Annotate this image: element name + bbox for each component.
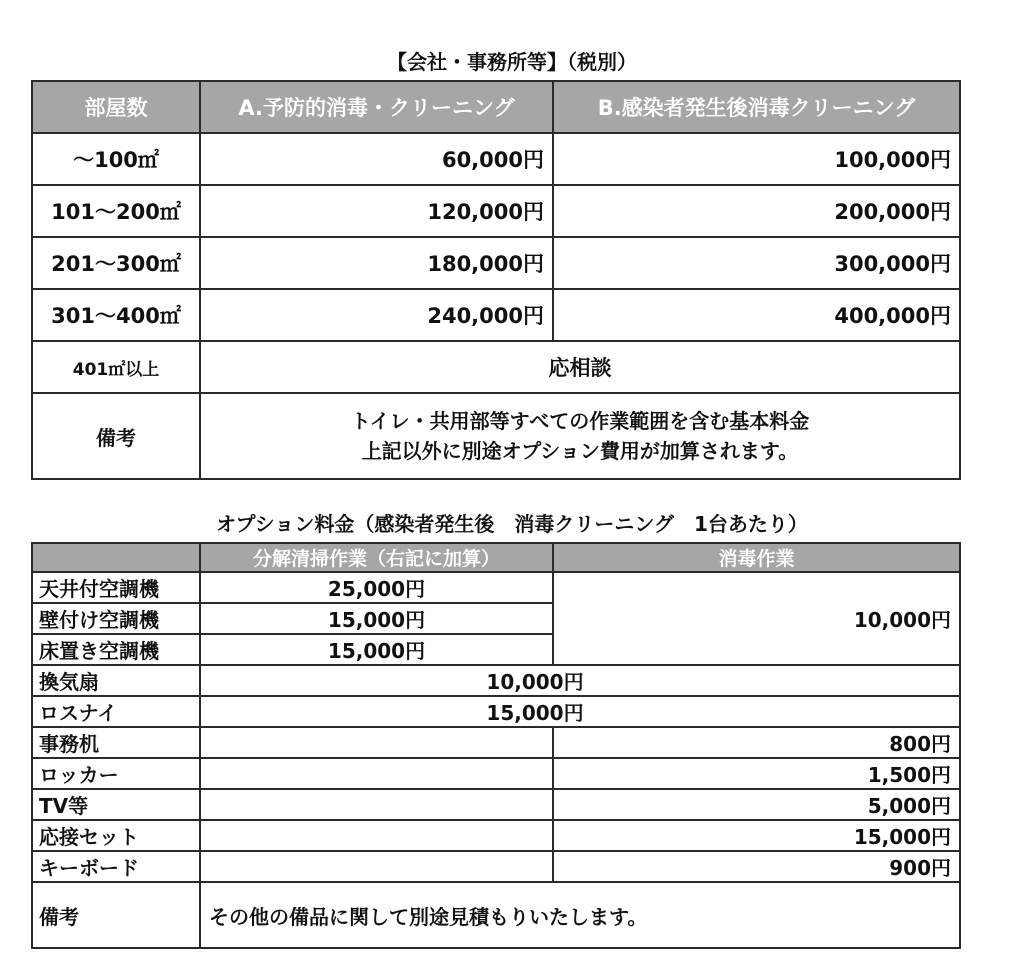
area-cell: 301～400㎡ bbox=[32, 289, 200, 341]
pricing-header-row bbox=[32, 81, 960, 133]
notes-line-1: トイレ・共用部等すべての作業範囲を含む基本料金 bbox=[350, 409, 810, 433]
table-row bbox=[32, 851, 960, 882]
table-row bbox=[32, 289, 960, 341]
options-notes-label: 備考 bbox=[32, 882, 200, 948]
price-b-cell: 400,000円 bbox=[553, 289, 960, 341]
table-row bbox=[32, 237, 960, 289]
price-b-cell: 300,000円 bbox=[553, 237, 960, 289]
area-cell: ～100㎡ bbox=[32, 133, 200, 185]
combined-price: 10,000円 bbox=[486, 670, 584, 694]
table-row bbox=[32, 572, 960, 603]
consult-cell: 応相談 bbox=[200, 341, 960, 393]
price-a-cell: 240,000円 bbox=[200, 289, 553, 341]
disinfect-price-cell: 1,500円 bbox=[553, 758, 960, 789]
disassembly-price-cell: 15,000円 bbox=[200, 634, 553, 665]
header-preventive: A.予防的消毒・クリーニング bbox=[200, 81, 553, 133]
disinfect-price-cell: 15,000円 bbox=[553, 820, 960, 851]
combined-price-cell bbox=[200, 696, 960, 727]
notes-label: 備考 bbox=[32, 393, 200, 479]
pricing-table-title: 【会社・事務所等】（税別） bbox=[387, 50, 637, 74]
table-row bbox=[32, 185, 960, 237]
item-cell: ロッカー bbox=[32, 758, 200, 789]
table-row bbox=[32, 820, 960, 851]
consult-row bbox=[32, 341, 960, 393]
price-a-cell: 180,000円 bbox=[200, 237, 553, 289]
notes-line-2: 上記以外に別途オプション費用が加算されます。 bbox=[361, 439, 799, 463]
pricing-table bbox=[31, 80, 961, 480]
notes-row bbox=[32, 393, 960, 479]
combined-price-cell bbox=[200, 665, 960, 696]
options-notes-row bbox=[32, 882, 960, 948]
item-cell: 床置き空調機 bbox=[32, 634, 200, 665]
header-post-infection: B.感染者発生後消毒クリーニング bbox=[553, 81, 960, 133]
disassembly-price-cell: 15,000円 bbox=[200, 603, 553, 634]
aircon-disinfect-price-cell: 10,000円 bbox=[553, 572, 960, 665]
empty-cell bbox=[200, 851, 553, 882]
disinfect-price-cell: 5,000円 bbox=[553, 789, 960, 820]
item-cell: ロスナイ bbox=[32, 696, 200, 727]
header-disinfect: 消毒作業 bbox=[553, 543, 960, 572]
header-room-count: 部屋数 bbox=[32, 81, 200, 133]
item-cell: 換気扇 bbox=[32, 665, 200, 696]
empty-cell bbox=[200, 727, 553, 758]
price-a-cell: 60,000円 bbox=[200, 133, 553, 185]
empty-cell bbox=[200, 758, 553, 789]
options-table bbox=[31, 542, 961, 949]
disinfect-price-cell: 800円 bbox=[553, 727, 960, 758]
options-table-title: オプション料金（感染者発生後 消毒クリーニング 1台あたり） bbox=[216, 512, 808, 536]
header-item bbox=[32, 543, 200, 572]
table-row bbox=[32, 727, 960, 758]
item-cell: 天井付空調機 bbox=[32, 572, 200, 603]
table-row bbox=[32, 789, 960, 820]
area-cell: 201～300㎡ bbox=[32, 237, 200, 289]
price-b-cell: 100,000円 bbox=[553, 133, 960, 185]
price-a-cell: 120,000円 bbox=[200, 185, 553, 237]
empty-cell bbox=[200, 820, 553, 851]
disinfect-price-cell: 900円 bbox=[553, 851, 960, 882]
item-cell: キーボード bbox=[32, 851, 200, 882]
item-cell: TV等 bbox=[32, 789, 200, 820]
item-cell: 壁付け空調機 bbox=[32, 603, 200, 634]
item-cell: 応接セット bbox=[32, 820, 200, 851]
notes-text bbox=[200, 393, 960, 479]
area-cell: 401㎡以上 bbox=[32, 341, 200, 393]
item-cell: 事務机 bbox=[32, 727, 200, 758]
table-row bbox=[32, 758, 960, 789]
price-b-cell: 200,000円 bbox=[553, 185, 960, 237]
disassembly-price-cell: 25,000円 bbox=[200, 572, 553, 603]
header-disassembly: 分解清掃作業（右記に加算） bbox=[200, 543, 553, 572]
options-header-row bbox=[32, 543, 960, 572]
area-cell: 101～200㎡ bbox=[32, 185, 200, 237]
table-row bbox=[32, 133, 960, 185]
combined-price: 15,000円 bbox=[486, 701, 584, 725]
options-notes-text: その他の備品に関して別途見積もりいたします。 bbox=[200, 882, 960, 948]
empty-cell bbox=[200, 789, 553, 820]
table-row bbox=[32, 696, 960, 727]
table-row bbox=[32, 665, 960, 696]
